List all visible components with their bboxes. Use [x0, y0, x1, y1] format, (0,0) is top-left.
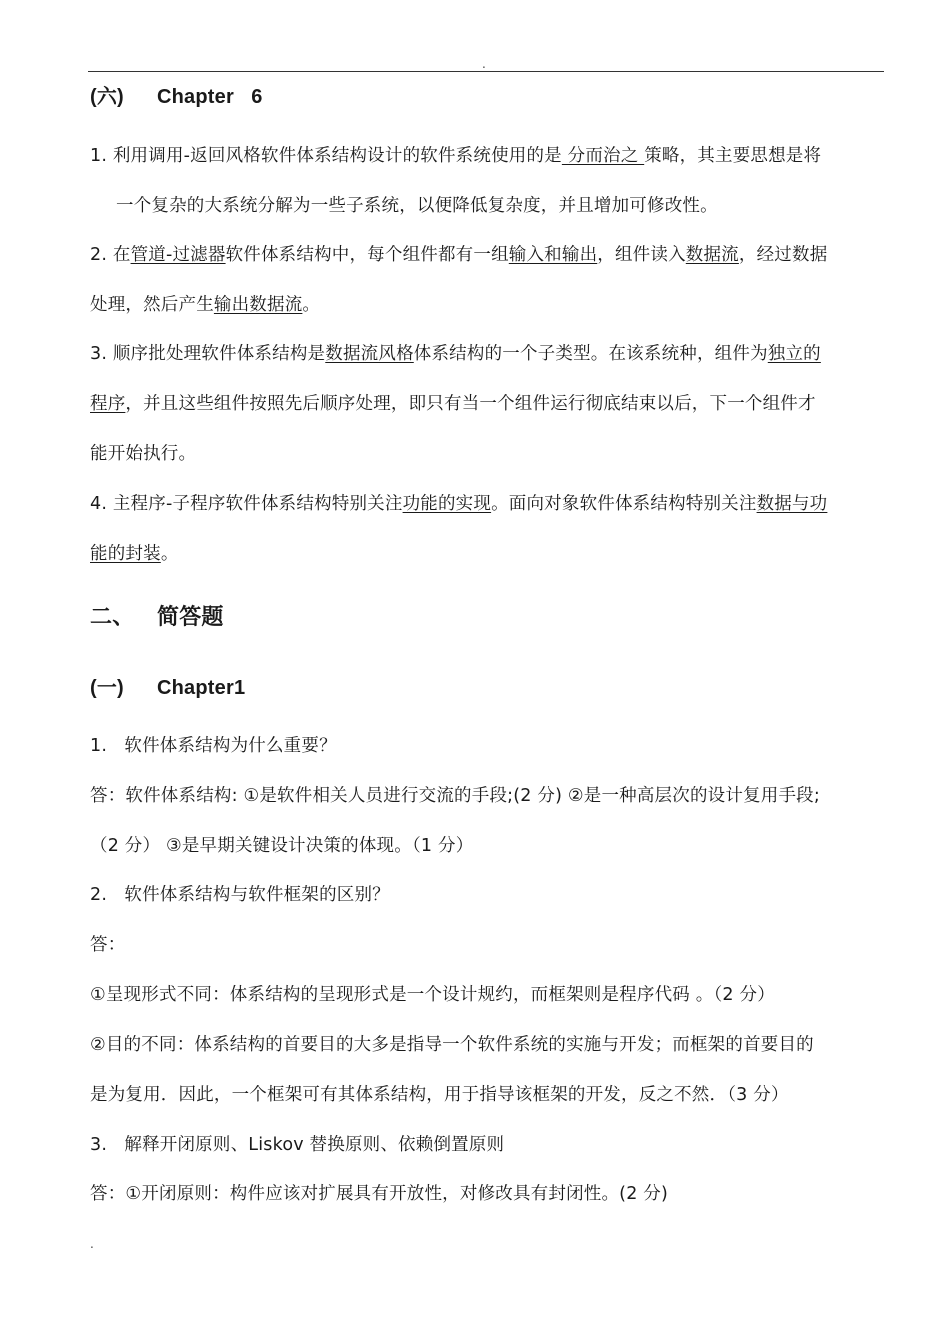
item1-line1: 1. 利用调用-返回风格软件体系结构设计的软件系统使用的是 分而治之 策略，其主要思想是将 — [90, 146, 822, 166]
part-heading-short-answer — [90, 604, 224, 632]
header-rule — [88, 71, 884, 72]
section-title: Chapter 6 — [157, 86, 263, 108]
answer-2-point2-line1: ②目的不同：体系结构的首要目的大多是指导一个软件系统的实施与开发；而框架的首要目的 — [90, 1035, 814, 1055]
blank-answer: 输入和输出 — [508, 245, 598, 265]
item2-line2: 处理，然后产生输出数据流。 — [90, 295, 321, 315]
item4-line1: 4. 主程序-子程序软件体系结构特别关注功能的实现。面向对象软件体系结构特别关注数据与功 — [90, 494, 828, 514]
section-number: (六) — [90, 86, 124, 108]
item4-line2: 能的封装。 — [90, 544, 179, 564]
blank-answer: 数据与功 — [756, 494, 828, 514]
blank-answer: 数据流 — [685, 245, 739, 265]
blank-answer: 能的封装 — [90, 544, 161, 564]
section-heading-chapter6 — [90, 85, 263, 109]
part-number: 二、 — [90, 605, 135, 630]
item3-line1: 3. 顺序批处理软件体系结构是数据流风格体系结构的一个子类型。在该系统种，组件为独立的 — [90, 344, 821, 364]
section-title: Chapter1 — [157, 677, 246, 699]
answer-3-line1: 答：①开闭原则：构件应该对扩展具有开放性，对修改具有封闭性。(2 分) — [90, 1184, 669, 1204]
question-3: 3. 解释开闭原则、Liskov 替换原则、依赖倒置原则 — [90, 1135, 505, 1155]
blank-answer: 数据流风格 — [325, 344, 414, 364]
answer-1-line1: 答：软件体系结构: ①是软件相关人员进行交流的手段;(2 分) ②是一种高层次的设计复用手段; — [90, 786, 820, 806]
section-heading-chapter1 — [90, 676, 245, 700]
blank-answer: 独立的 — [767, 344, 821, 364]
blank-answer: 分而治之 — [561, 146, 645, 166]
answer-1-line2: （2 分） ③是早期关键设计决策的体现。（1 分） — [90, 836, 474, 856]
item3-line3: 能开始执行。 — [90, 444, 197, 464]
answer-2-label: 答： — [90, 935, 126, 955]
blank-answer: 功能的实现 — [402, 494, 492, 514]
answer-2-point2-line2: 是为复用．因此，一个框架可有其体系结构，用于指导该框架的开发，反之不然．（3 分） — [90, 1085, 789, 1105]
question-1: 1. 软件体系结构为什么重要？ — [90, 736, 337, 756]
section-number: (一) — [90, 677, 124, 699]
top-page-mark: . — [482, 57, 486, 71]
blank-answer: 程序 — [90, 394, 126, 414]
item2-line1: 2. 在管道-过滤器软件体系结构中，每个组件都有一组输入和输出，组件读入数据流，经过数据 — [90, 245, 828, 265]
blank-answer: 输出数据流 — [213, 295, 303, 315]
bottom-page-mark: . — [90, 1237, 94, 1251]
blank-answer: 管道-过滤器 — [130, 245, 226, 265]
item1-line2: 一个复杂的大系统分解为一些子系统，以便降低复杂度，并且增加可修改性。 — [116, 196, 718, 216]
part-title: 简答题 — [157, 605, 224, 630]
question-2: 2. 软件体系结构与软件框架的区别？ — [90, 885, 390, 905]
item3-line2: 程序，并且这些组件按照先后顺序处理，即只有当一个组件运行彻底结束以后，下一个组件才 — [90, 394, 816, 414]
answer-2-point1: ①呈现形式不同：体系结构的呈现形式是一个设计规约，而框架则是程序代码 。（2 分） — [90, 985, 775, 1005]
